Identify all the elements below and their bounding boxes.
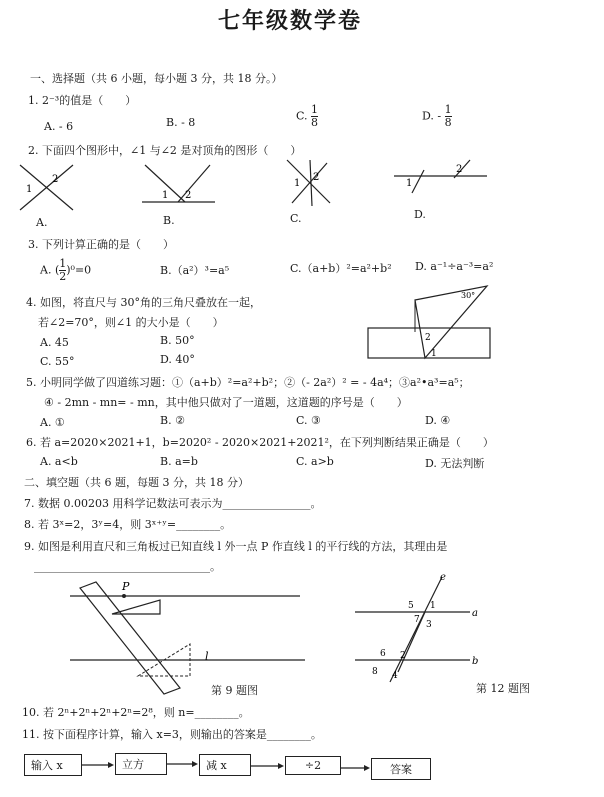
q4-option-c: C. 55° <box>40 355 75 368</box>
q4-option-a: A. 45 <box>40 336 69 349</box>
q2-option-c: C. <box>290 212 302 225</box>
q5-option-a: A. ① <box>40 416 65 429</box>
angle-1-label: 1 <box>26 184 33 195</box>
q3-stem: 3. 下列计算正确的是（ ） <box>28 238 174 251</box>
angle-8-label: 8 <box>372 667 378 677</box>
q9-answer-blank: ________________________________。 <box>34 560 221 573</box>
q6-option-d: D. 无法判断 <box>425 457 485 470</box>
q4-stem-line1: 4. 如图，将直尺与 30°角的三角尺叠放在一起， <box>26 296 261 309</box>
angle-1-label: 1 <box>294 178 301 189</box>
flow-step-divide-2: ÷2 <box>285 756 341 775</box>
angle-2-label: 2 <box>400 651 406 661</box>
q6-stem: 6. 若 a=2020×2021+1，b=2020² - 2020×2021+2021²，在下列判断结果正确是（ ） <box>26 436 494 449</box>
q2-stem: 2. 下面四个图形中，∠1 与∠2 是对顶角的图形（ ） <box>28 144 302 157</box>
angle-6-label: 6 <box>380 649 386 659</box>
angle-1-label: 1 <box>431 349 437 359</box>
q4-option-d: D. 40° <box>160 353 195 366</box>
q6-option-b: B. a=b <box>160 455 198 468</box>
angle-3-label: 3 <box>426 620 432 630</box>
angle-2-label: 2 <box>456 164 463 175</box>
q5-option-d: D. ④ <box>425 414 451 427</box>
q10-stem: 10. 若 2ⁿ+2ⁿ+2ⁿ+2ⁿ=2⁸，则 n=________。 <box>22 706 250 719</box>
line-b-label: b <box>472 656 479 667</box>
angle-5-label: 5 <box>408 601 414 611</box>
q3-option-a: A. ( $\frac{1}{2}$ )⁰=0 <box>40 257 92 283</box>
q8-stem: 8. 若 3ˣ=2，3ʸ=4，则 3ˣ⁺ʸ=________。 <box>24 518 232 531</box>
angle-7-label: 7 <box>414 615 420 625</box>
q3-option-d: D. a⁻¹÷a⁻³=a² <box>415 260 494 273</box>
q6-option-c: C. a>b <box>296 455 334 468</box>
line-a-label: a <box>472 608 478 619</box>
page-title: 七年级数学卷 <box>218 8 363 34</box>
section-heading-choice: 一、选择题（共 6 小题，每小题 3 分，共 18 分。） <box>30 72 283 85</box>
q11-stem: 11. 按下面程序计算，输入 x=3，则输出的答案是________。 <box>22 728 322 741</box>
line-l-label: l <box>205 650 209 663</box>
angle-1-label: 1 <box>406 178 413 189</box>
q1-stem: 1. 2⁻³的值是（ ） <box>28 94 137 107</box>
q1-option-b: B. - 8 <box>166 116 196 129</box>
q7-stem: 7. 数据 0.00203 用科学记数法可表示为________________。 <box>24 497 322 510</box>
section-heading-fill: 二、填空题（共 6 题，每题 3 分，共 18 分） <box>24 476 249 489</box>
flow-step-cube: 立方 <box>115 753 167 775</box>
q1-option-d: D. - $\frac{1}{8}$ <box>422 103 452 129</box>
angle-1-label: 1 <box>430 601 436 611</box>
q4-option-b: B. 50° <box>160 334 195 347</box>
angle-1-label: 1 <box>162 190 169 201</box>
q5-option-c: C. ③ <box>296 414 321 427</box>
q2-option-a: A. <box>36 216 48 229</box>
q5-stem-line2: ④ - 2mn - mn= - mn，其中他只做对了一道题，这道题的序号是（ ） <box>44 396 408 409</box>
q9-figure-caption: 第 9 题图 <box>211 684 258 697</box>
angle-2-label: 2 <box>313 172 320 183</box>
q2-option-b: B. <box>163 214 175 227</box>
line-e-label: e <box>440 572 446 583</box>
q3-option-b: B.（a²）³=a⁵ <box>160 264 230 277</box>
q9-stem: 9. 如图是利用直尺和三角板过已知直线 l 外一点 P 作直线 l 的平行线的方法，其理由是 <box>24 540 448 553</box>
angle-2-label: 2 <box>52 174 59 185</box>
q4-stem-line2: 若∠2=70°，则∠1 的大小是（ ） <box>38 316 224 329</box>
q5-option-b: B. ② <box>160 414 185 427</box>
point-p-label: P <box>122 580 130 593</box>
q3-option-c: C.（a+b）²=a²+b² <box>290 262 392 275</box>
q1-option-a: A. - 6 <box>44 120 74 133</box>
q6-option-a: A. a<b <box>40 455 78 468</box>
q5-stem-line1: 5. 小明同学做了四道练习题：①（a+b）²=a²+b²；②（- 2a²）² = - 4a⁴；③a²•a³=a⁵； <box>26 376 470 389</box>
q12-figure-caption: 第 12 题图 <box>476 682 530 695</box>
q1-option-c: C. $\frac{1}{8}$ <box>296 103 319 129</box>
flow-step-answer: 答案 <box>371 758 431 780</box>
angle-2-label: 2 <box>185 190 192 201</box>
flow-step-minus-x: 减 x <box>199 754 251 776</box>
triangle-angle-label: 30° <box>461 291 476 300</box>
flow-step-input: 输入 x <box>24 754 82 776</box>
angle-4-label: 4 <box>392 671 398 681</box>
angle-2-label: 2 <box>425 333 431 343</box>
q2-option-d: D. <box>414 208 426 221</box>
